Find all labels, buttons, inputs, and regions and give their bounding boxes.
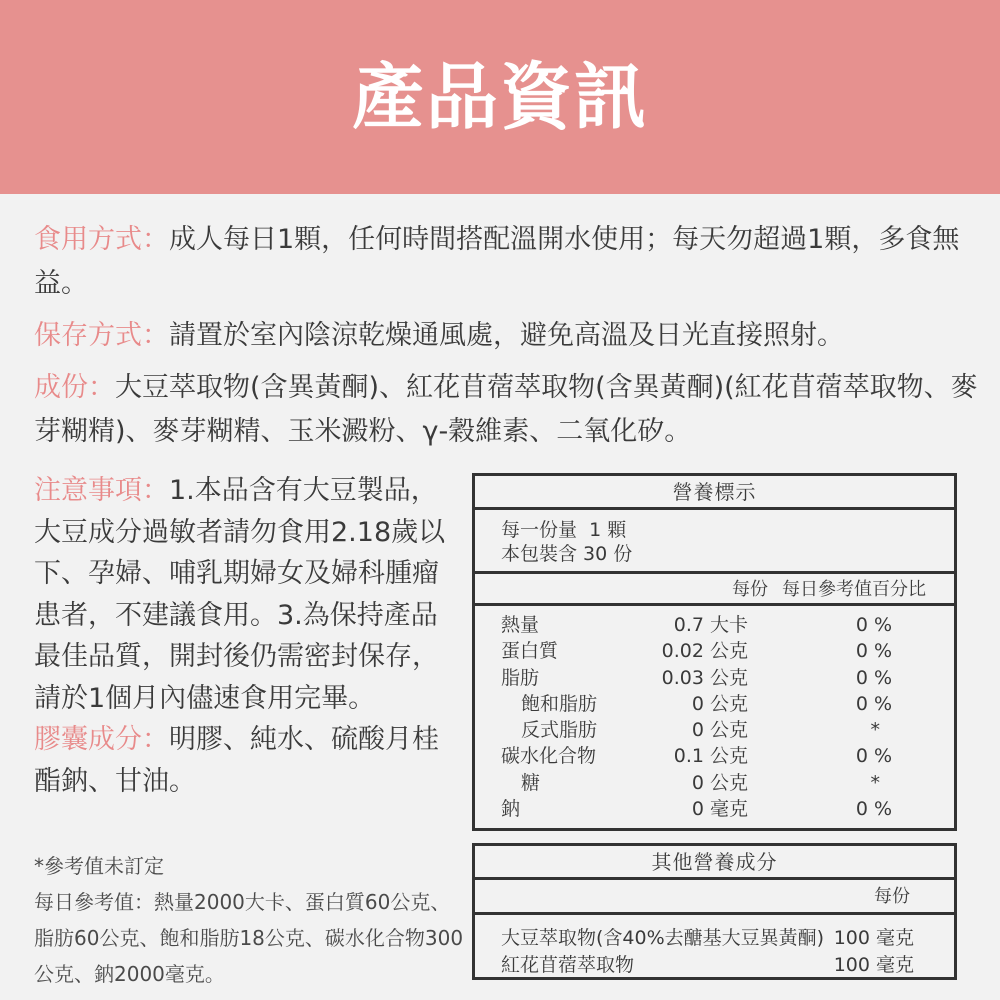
col-per-serving: 每份: [874, 886, 910, 907]
nutrition-row: [475, 717, 954, 743]
servings-per-pack: 本包裝含 30 份: [501, 543, 633, 565]
other-nutrient-name: 大豆萃取物(含40%去醣基大豆異黃酮): [501, 927, 825, 949]
nutrient-value: 0.03 公克: [661, 666, 748, 689]
col-daily-pct: 每日參考值百分比: [782, 579, 926, 600]
nutrition-title: 營養標示: [475, 476, 954, 510]
nutrient-name: 熱量: [501, 614, 540, 636]
nutrient-value: 0 公克: [691, 719, 748, 742]
nutrient-value: 0.02 公克: [661, 640, 748, 663]
nutrient-name: 碳水化合物: [501, 745, 597, 768]
nutrition-rows: [475, 606, 954, 822]
nutrient-pct: 0 %: [855, 640, 892, 663]
reference-footnote: *參考值未訂定: [34, 854, 164, 878]
ingredients-label: 成份：: [34, 372, 115, 403]
page-header: [0, 0, 1000, 194]
other-nutrition-title: 其他營養成分: [475, 846, 954, 880]
serving-size: 每一份量 1 顆: [501, 519, 627, 541]
usage-section: [34, 218, 984, 306]
nutrient-value: 0.1 公克: [673, 745, 748, 768]
usage-text: 成人每日1顆，任何時間搭配溫開水使用；每天勿超過1顆，多食無益。: [34, 224, 960, 299]
storage-label: 保存方式：: [34, 320, 169, 351]
nutrient-value: 0 公克: [691, 771, 748, 794]
nutrient-name: 反式脂肪: [521, 719, 598, 742]
nutrient-pct: *: [870, 771, 880, 794]
reference-daily-values: 每日參考值：熱量2000大卡、蛋白質60公克、脂肪60公克、飽和脂肪18公克、碳水化合物300公克、鈉2000毫克。: [34, 890, 464, 986]
ingredients-text: 大豆萃取物(含異黃酮)、紅花苜蓿萃取物(含異黃酮)(紅花苜蓿萃取物、麥芽糊精)、麥芽糊精、玉米澱粉、γ-穀維素、二氧化矽。: [34, 372, 978, 447]
nutrient-value: 0 公克: [691, 692, 748, 715]
nutrient-name: 糖: [521, 771, 541, 794]
nutrition-row: [475, 796, 954, 822]
nutrient-pct: 0 %: [855, 666, 892, 689]
other-nutrient-value: 100 毫克: [833, 927, 914, 949]
nutrition-column-header: [475, 574, 954, 606]
other-nutrient-name: 紅花苜蓿萃取物: [501, 954, 635, 976]
nutrition-row: [475, 638, 954, 664]
notes-label: 注意事項：: [34, 475, 169, 506]
page-title: 產品資訊: [351, 55, 648, 139]
nutrition-row: [475, 743, 954, 769]
notes-section: [34, 470, 454, 802]
nutrient-pct: 0 %: [855, 692, 892, 715]
nutrient-name: 蛋白質: [501, 640, 559, 663]
nutrient-pct: 0 %: [855, 745, 892, 768]
nutrient-pct: *: [870, 719, 880, 742]
notes-text: 1.本品含有大豆製品，大豆成分過敏者請勿食用2.18歲以下、孕婦、哺乳期婦女及婦科腫瘤患者，不建議食用。3.為保持產品最佳品質，開封後仍需密封保存，請於1個月內儘速食用完畢。: [34, 475, 446, 714]
other-nutrition-column-header: [475, 880, 954, 915]
reference-notes: [34, 848, 464, 992]
other-nutrient-value: 100 毫克: [833, 954, 914, 976]
other-nutrition-table: [472, 843, 957, 980]
nutrient-name: 飽和脂肪: [521, 692, 598, 715]
nutrient-pct: 0 %: [855, 798, 892, 821]
col-per-serving: 每份: [732, 579, 768, 600]
capsule-label: 膠囊成分：: [34, 724, 169, 755]
ingredients-section: [34, 366, 984, 454]
nutrition-row: [475, 612, 954, 638]
other-nutrition-row: [475, 925, 954, 952]
other-nutrition-row: [475, 952, 954, 979]
capsule-text: 明膠、純水、硫酸月桂酯鈉、甘油。: [34, 724, 439, 797]
other-nutrition-rows: [475, 915, 954, 979]
nutrient-pct: 0 %: [855, 614, 892, 636]
nutrition-row: [475, 691, 954, 717]
nutrient-name: 鈉: [501, 798, 521, 821]
nutrient-name: 脂肪: [501, 666, 540, 689]
storage-text: 請置於室內陰涼乾燥通風處，避免高溫及日光直接照射。: [169, 320, 844, 351]
nutrition-row: [475, 770, 954, 796]
nutrient-value: 0 毫克: [691, 798, 748, 821]
serving-info: [475, 510, 954, 574]
usage-label: 食用方式：: [34, 224, 169, 255]
nutrition-row: [475, 665, 954, 691]
nutrient-value: 0.7 大卡: [673, 614, 748, 636]
nutrition-facts-table: [472, 473, 957, 831]
storage-section: [34, 314, 984, 358]
